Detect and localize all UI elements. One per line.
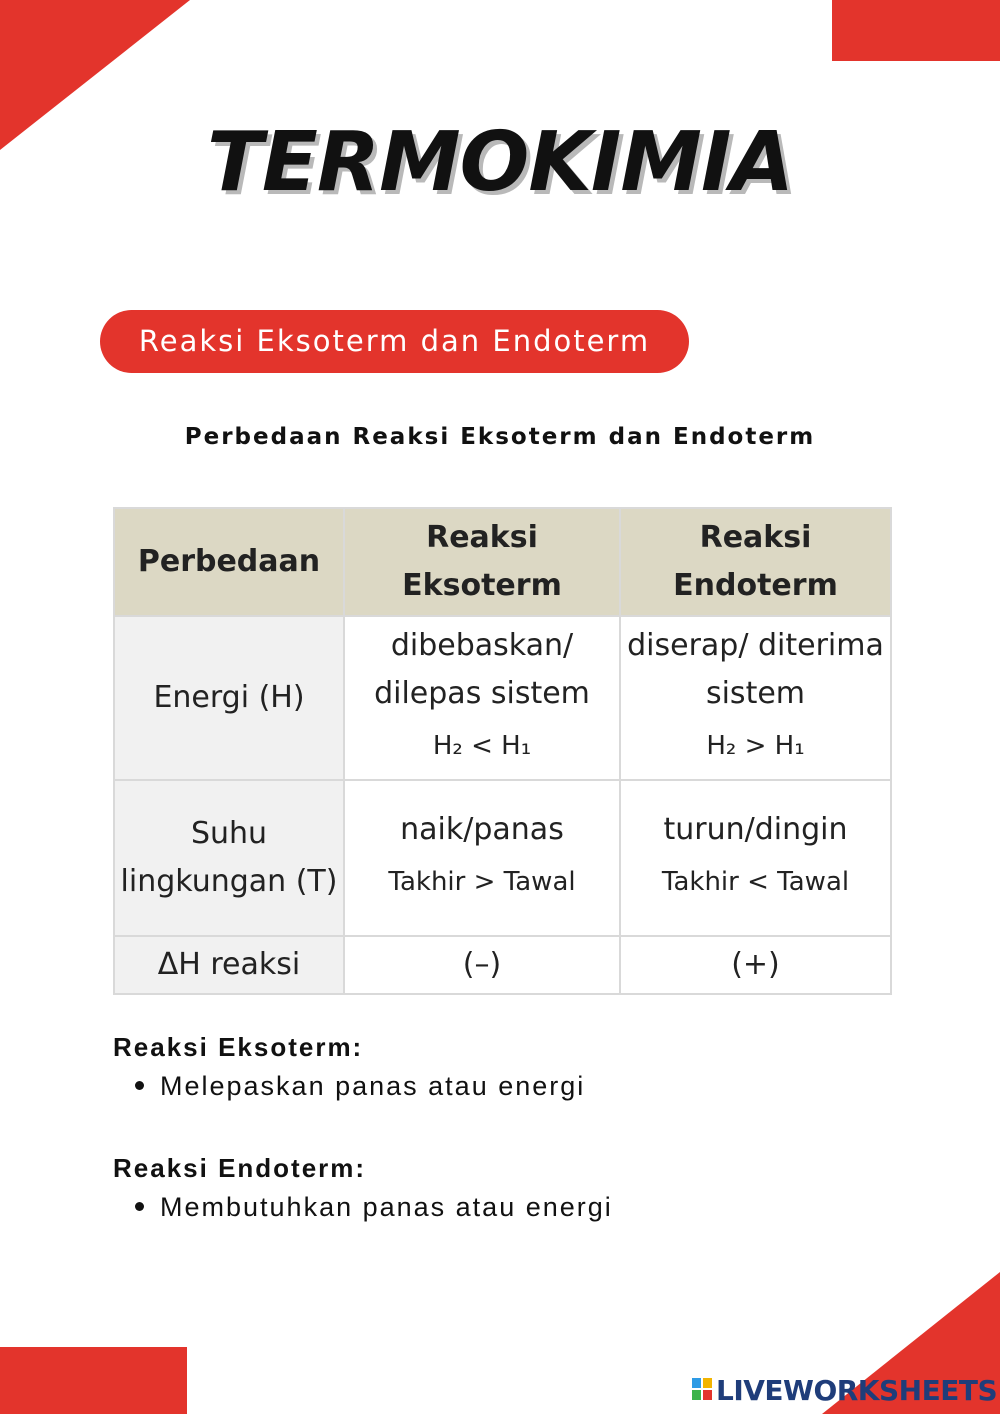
- cell-energi-endoterm: [620, 616, 891, 780]
- cell-suhu-eksoterm-text: naik/panas: [400, 812, 564, 847]
- corner-decoration-bottom-left: [0, 1347, 187, 1414]
- cell-suhu-eksoterm: [344, 780, 620, 936]
- header-perbedaan: Perbedaan: [114, 508, 344, 616]
- row-label-energi: Energi (H): [114, 616, 344, 780]
- cell-delta-h-endoterm: (+): [620, 936, 891, 994]
- cell-suhu-eksoterm-relation: Takhir > Tawal: [388, 867, 576, 897]
- cell-energi-eksoterm-text: dibebaskan/ dilepas sistem: [374, 628, 590, 711]
- note-bullet-eksoterm-text: Melepaskan panas atau energi: [160, 1071, 586, 1101]
- note-heading-eksoterm: Reaksi Eksoterm:: [113, 1032, 364, 1062]
- header-eksoterm: Reaksi Eksoterm: [344, 508, 620, 616]
- cell-suhu-endoterm: [620, 780, 891, 936]
- comparison-table: [113, 507, 892, 995]
- table-header-row: [114, 508, 891, 616]
- note-bullet-endoterm: [135, 1192, 613, 1223]
- row-label-suhu: Suhu lingkungan (T): [114, 780, 344, 936]
- table-row-suhu: [114, 780, 891, 936]
- row-label-delta-h: ΔH reaksi: [114, 936, 344, 994]
- table-title: Perbedaan Reaksi Eksoterm dan Endoterm: [184, 424, 816, 450]
- table-row-energi: [114, 616, 891, 780]
- cell-energi-eksoterm-relation: H₂ < H₁: [432, 731, 532, 761]
- watermark-text: LIVEWORKSHEETS: [716, 1374, 998, 1407]
- table-row-delta-h: [114, 936, 891, 994]
- corner-decoration-top-right: [832, 0, 1000, 61]
- bullet-dot-icon: [135, 1202, 144, 1211]
- cell-energi-endoterm-text: diserap/ diterima sistem: [627, 628, 884, 711]
- liveworksheets-logo: [692, 1374, 997, 1406]
- cell-energi-eksoterm: [344, 616, 620, 780]
- cell-suhu-endoterm-text: turun/dingin: [663, 812, 848, 847]
- cell-energi-endoterm-relation: H₂ > H₁: [706, 731, 805, 761]
- note-heading-endoterm: Reaksi Endoterm:: [113, 1153, 367, 1183]
- note-bullet-endoterm-text: Membutuhkan panas atau energi: [160, 1192, 613, 1222]
- cell-suhu-endoterm-relation: Takhir < Tawal: [661, 867, 850, 897]
- page-title: TERMOKIMIA: [206, 115, 794, 210]
- note-bullet-eksoterm: [135, 1071, 585, 1102]
- liveworksheets-grid-icon: [692, 1378, 712, 1400]
- cell-delta-h-eksoterm: (–): [344, 936, 620, 994]
- header-endoterm: Reaksi Endoterm: [620, 508, 891, 616]
- section-pill: Reaksi Eksoterm dan Endoterm: [100, 310, 689, 373]
- bullet-dot-icon: [135, 1081, 144, 1090]
